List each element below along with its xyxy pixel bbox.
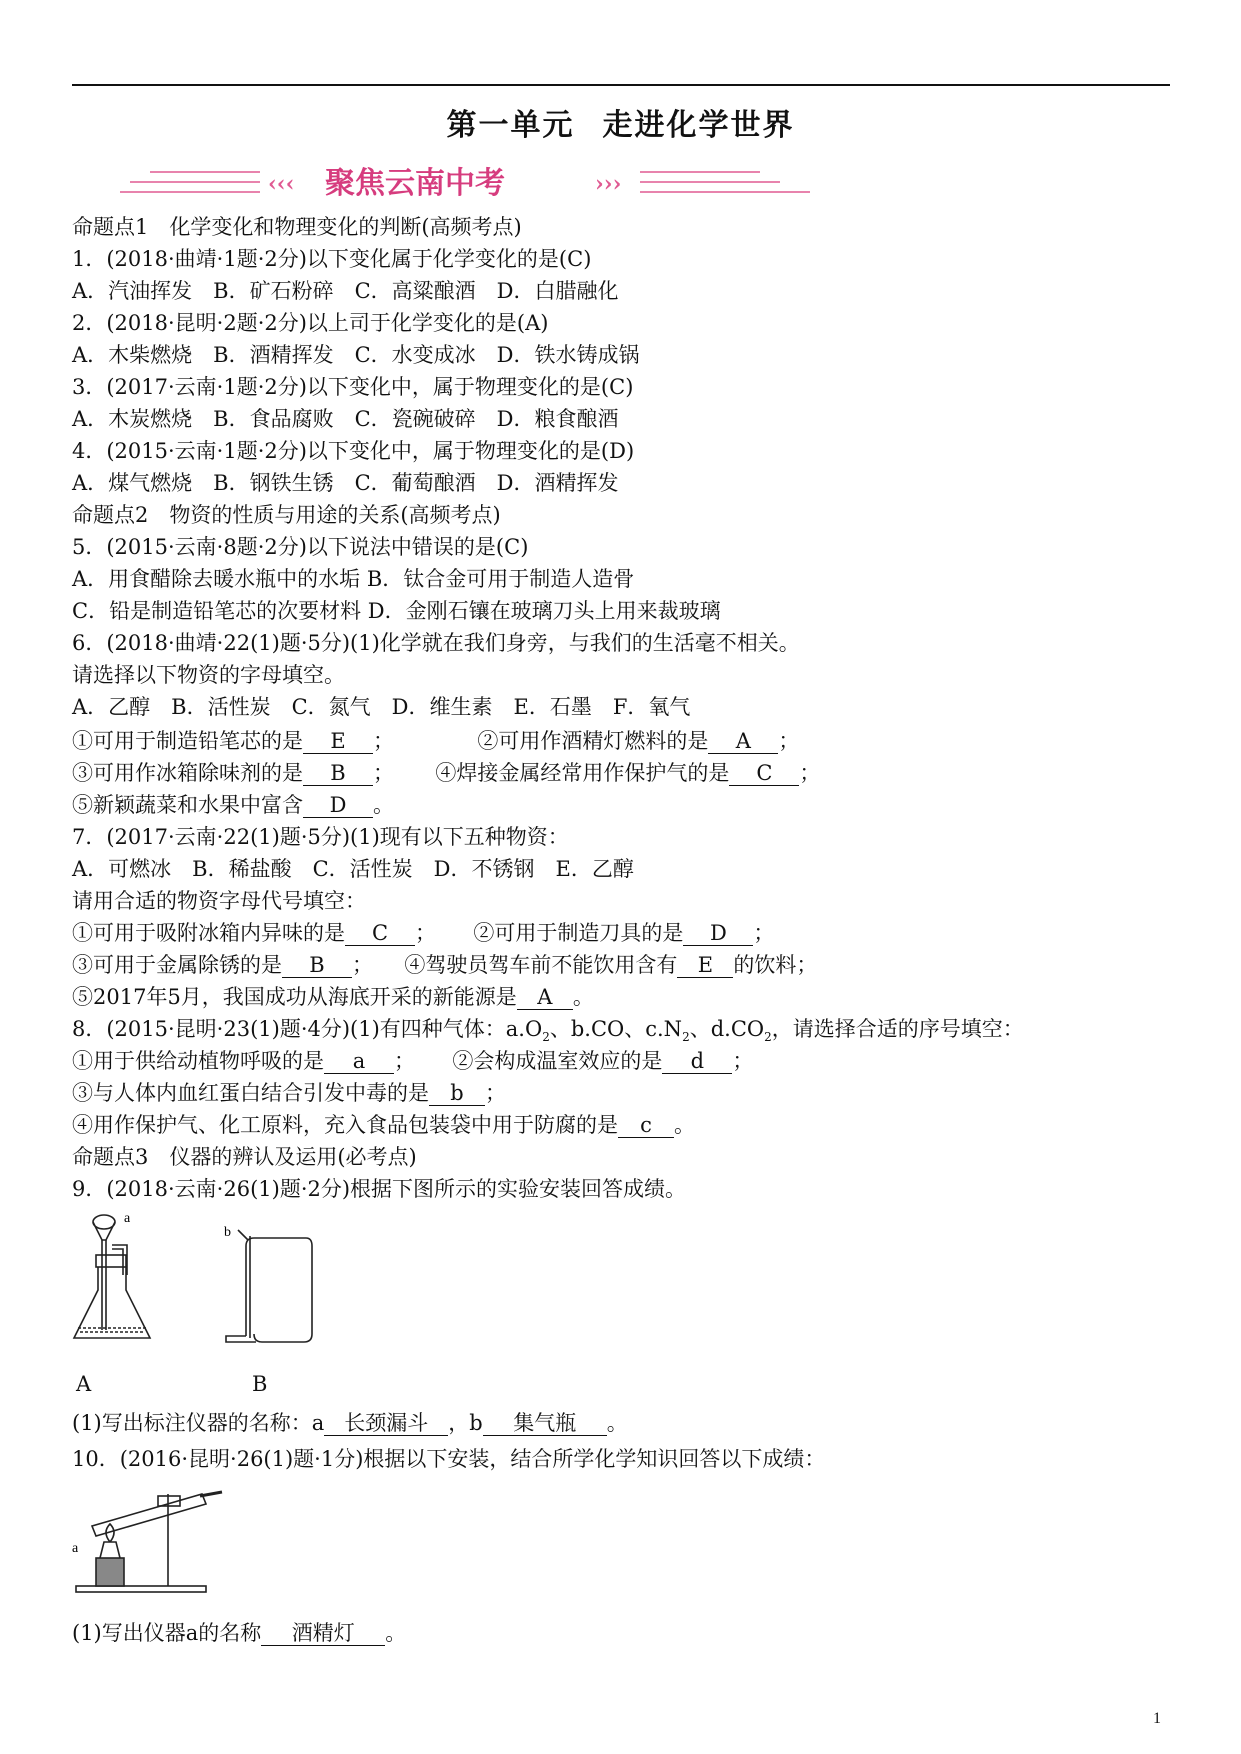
section-3: 命题点3 仪器的辨认及运用(必考点): [72, 1145, 417, 1169]
q6-items-2: ③可用作冰箱除味剂的是 B ； ④焊接金属经常用作保护气的是 C ；: [72, 761, 821, 785]
q8-items-3: ④用作保护气、化工原料，充入食品包装袋中用于防腐的是 c 。: [72, 1113, 695, 1137]
q7-items-1: ①可用于吸附冰箱内异味的是 C ； ②可用于制造刀具的是 D ；: [72, 921, 775, 945]
answer-blank: E: [303, 729, 373, 754]
figure-b-label: B: [252, 1372, 268, 1396]
answer-blank: D: [683, 921, 753, 946]
q2-options: A．木柴燃烧 B．酒精挥发 C．水变成冰 D．铁水铸成锅: [72, 343, 640, 367]
top-rule: [72, 84, 1170, 86]
q6-items-3: ⑤新颖蔬菜和水果中富含 D 。: [72, 793, 394, 817]
answer-blank: a: [324, 1049, 394, 1074]
apparatus-q10-figure: [72, 1486, 232, 1596]
section-2: 命题点2 物资的性质与用途的关系(高频考点): [72, 503, 501, 527]
q8-stem: 8．(2015·昆明·23(1)题·4分)(1)有四种气体：$a.O_2$、b.CO、$c.N_2$、$d.CO_2$，请选择合适的序号填空：: [72, 1017, 1024, 1045]
q5-options-cd: C．铅是制造铅笔芯的次要材料 D．金刚石镶在玻璃刀头上用来裁玻璃: [72, 599, 721, 623]
answer-blank: 长颈漏斗: [324, 1411, 448, 1436]
page-title: 第一单元 走进化学世界: [446, 108, 795, 143]
q7-options: A．可燃冰 B．稀盐酸 C．活性炭 D．不锈钢 E．乙醇: [72, 857, 634, 881]
q9-stem: 9．(2018·云南·26(1)题·2分)根据下图所示的实验安装回答成绩。: [72, 1177, 687, 1201]
q6-options: A．乙醇 B．活性炭 C．氮气 D．维生素 E．石墨 F．氧气: [72, 695, 691, 719]
q1-options: A．汽油挥发 B．矿石粉碎 C．高粱酿酒 D．白腊融化: [72, 279, 619, 303]
q6-instruction: 请选择以下物资的字母填空。: [72, 663, 345, 687]
q7-items-2: ③可用于金属除锈的是 B ； ④驾驶员驾车前不能饮用含有 E 的饮料；: [72, 953, 818, 977]
section-1: 命题点1 化学变化和物理变化的判断(高频考点): [72, 215, 522, 239]
answer-blank: A: [517, 985, 573, 1010]
banner-left-arrows: ‹‹‹: [268, 171, 295, 197]
answer-blank: C: [729, 761, 799, 786]
label-q10-a: a: [72, 1541, 79, 1556]
answer-blank: B: [282, 953, 352, 978]
answer-blank: d: [662, 1049, 732, 1074]
answer-blank: 酒精灯: [261, 1621, 385, 1646]
q4-stem: 4．(2015·云南·1题·2分)以下变化中，属于物理变化的是(D): [72, 439, 635, 463]
q9-answer: (1)写出标注仪器的名称：a 长颈漏斗 ，b 集气瓶 。: [72, 1411, 628, 1435]
answer-blank: 集气瓶: [483, 1411, 607, 1436]
figure-a-label: A: [76, 1372, 92, 1396]
q7-items-3: ⑤2017年5月，我国成功从海底开采的新能源是 A 。: [72, 985, 594, 1009]
q6-stem: 6．(2018·曲靖·22(1)题·5分)(1)化学就在我们身旁，与我们的生活毫不相关。: [72, 631, 800, 655]
q1-stem: 1．(2018·曲靖·1题·2分)以下变化属于化学变化的是(C): [72, 247, 592, 271]
banner-text: 聚焦云南中考: [325, 166, 505, 201]
answer-blank: D: [303, 793, 373, 818]
answer-blank: c: [618, 1113, 674, 1138]
page-number: 1: [1153, 1710, 1161, 1727]
q8-items-2: ③与人体内血红蛋白结合引发中毒的是 b ；: [72, 1081, 506, 1105]
q4-options: A．煤气燃烧 B．钢铁生锈 C．葡萄酿酒 D．酒精挥发: [72, 471, 619, 495]
apparatus-a-figure: [72, 1210, 182, 1350]
banner: [120, 158, 810, 208]
apparatus-b-figure: [224, 1226, 324, 1356]
answer-blank: A: [708, 729, 778, 754]
answer-blank: E: [677, 953, 733, 978]
label-a: a: [124, 1211, 131, 1226]
q6-items-1: ①可用于制造铅笔芯的是 E ； ②可用作酒精灯燃料的是 A ；: [72, 729, 800, 753]
q5-options-ab: A．用食醋除去暖水瓶中的水垢 B．钛合金可用于制造人造骨: [72, 567, 635, 591]
q3-options: A．木炭燃烧 B．食品腐败 C．瓷碗破碎 D．粮食酿酒: [72, 407, 619, 431]
label-b: b: [224, 1226, 231, 1240]
answer-blank: b: [429, 1081, 485, 1106]
q8-items-1: ①用于供给动植物呼吸的是 a ； ②会构成温室效应的是 d ；: [72, 1049, 754, 1073]
q3-stem: 3．(2017·云南·1题·2分)以下变化中，属于物理变化的是(C): [72, 375, 634, 399]
q7-stem: 7．(2017·云南·22(1)题·5分)(1)现有以下五种物资：: [72, 825, 569, 849]
q7-instruction: 请用合适的物资字母代号填空：: [72, 889, 366, 913]
q5-stem: 5．(2015·云南·8题·2分)以下说法中错误的是(C): [72, 535, 529, 559]
banner-right-arrows: ›››: [595, 171, 622, 197]
q2-stem: 2．(2018·昆明·2题·2分)以上司于化学变化的是(A): [72, 311, 549, 335]
q10-answer: (1)写出仪器a的名称 酒精灯 。: [72, 1621, 407, 1645]
answer-blank: C: [345, 921, 415, 946]
answer-blank: B: [303, 761, 373, 786]
q10-stem: 10．(2016·昆明·26(1)题·1分)根据以下安装，结合所学化学知识回答以下成绩：: [72, 1447, 826, 1471]
